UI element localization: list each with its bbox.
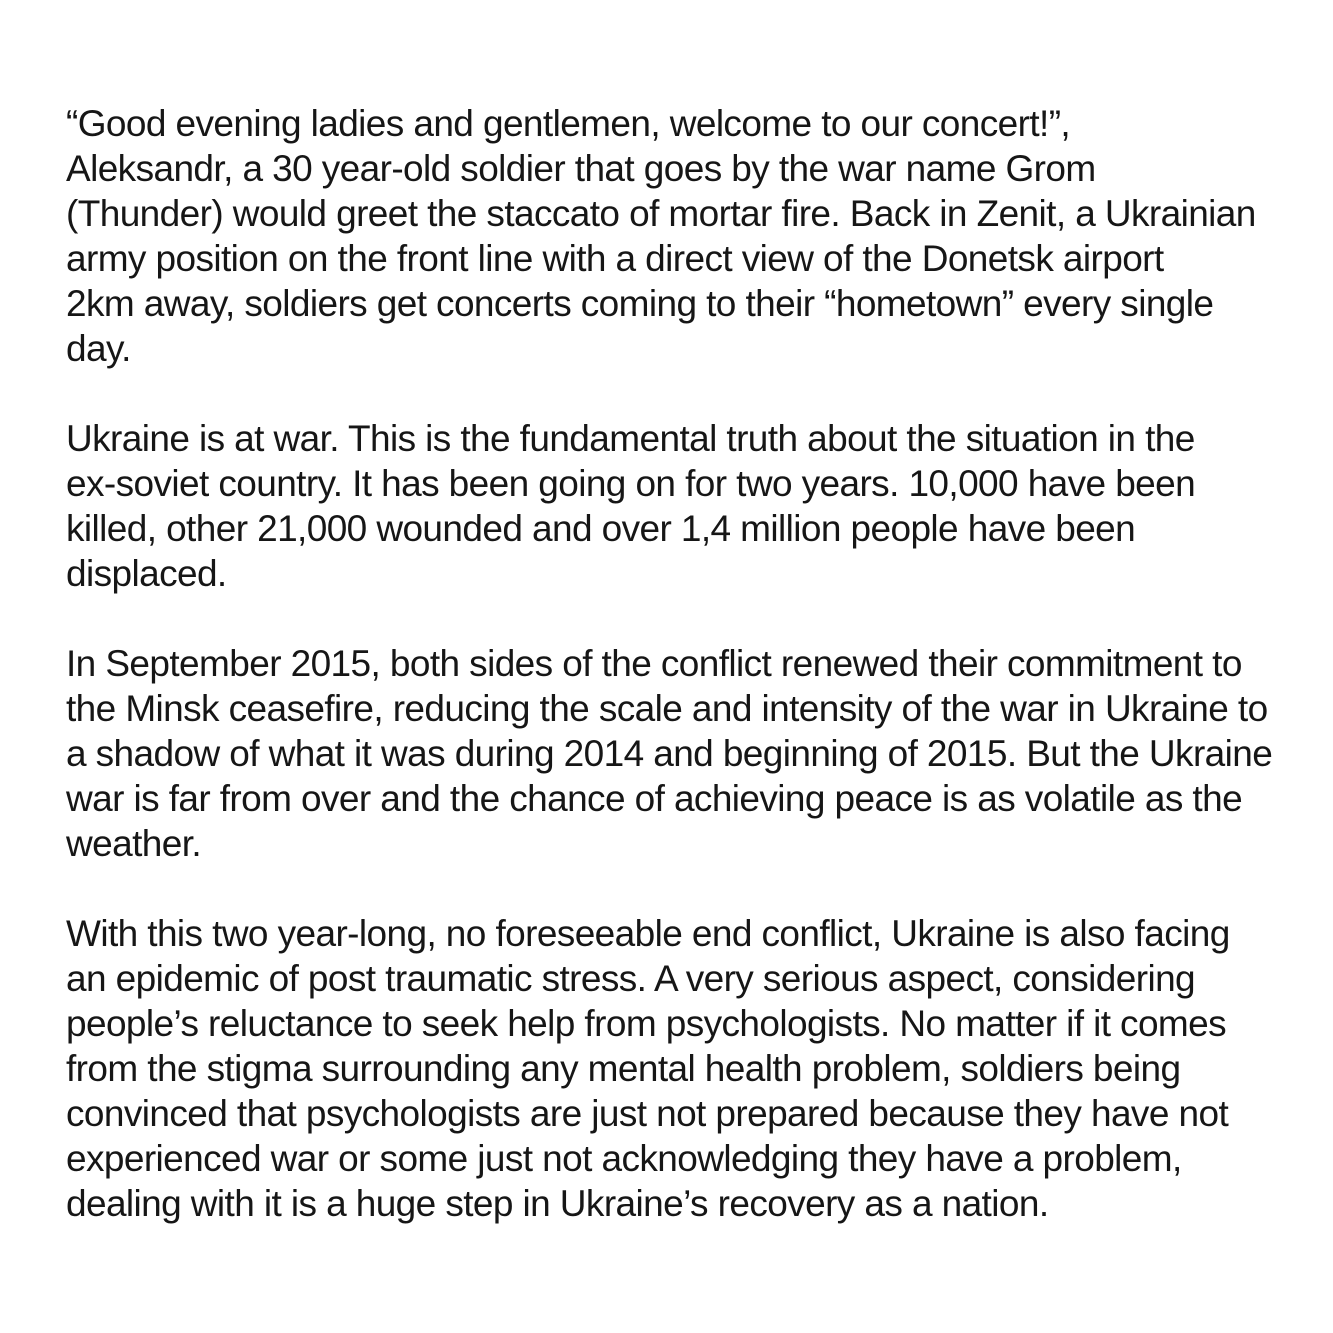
text-line: “Good evening ladies and gentlemen, welcome to our concert!”,: [66, 103, 1071, 144]
text-line: 2km away, soldiers get concerts coming to their “hometown” every single: [66, 283, 1214, 324]
text-line: ex-soviet country. It has been going on for two years. 10,000 have been: [66, 463, 1196, 504]
text-line: In September 2015, both sides of the conflict renewed their commitment to: [66, 643, 1242, 684]
paragraph: [66, 101, 1272, 371]
text-line: army position on the front line with a direct view of the Donetsk airport: [66, 238, 1164, 279]
text-line: (Thunder) would greet the staccato of mortar fire. Back in Zenit, a Ukrainian: [66, 193, 1256, 234]
text-line: from the stigma surrounding any mental health problem, soldiers being: [66, 1048, 1181, 1089]
text-line: day.: [66, 328, 131, 369]
text-line: Ukraine is at war. This is the fundamental truth about the situation in the: [66, 418, 1195, 459]
text-line: an epidemic of post traumatic stress. A very serious aspect, considering: [66, 958, 1196, 999]
text-line: Aleksandr, a 30 year-old soldier that goes by the war name Grom: [66, 148, 1096, 189]
text-line: people’s reluctance to seek help from psychologists. No matter if it comes: [66, 1003, 1227, 1044]
paragraph: [66, 641, 1272, 866]
text-line: a shadow of what it was during 2014 and beginning of 2015. But the Ukraine: [66, 733, 1273, 774]
text-line: war is far from over and the chance of achieving peace is as volatile as the: [66, 778, 1243, 819]
text-line: With this two year-long, no foreseeable end conflict, Ukraine is also facing: [66, 913, 1230, 954]
text-line: weather.: [66, 823, 202, 864]
article-body: [66, 101, 1272, 1271]
text-line: experienced war or some just not acknowledging they have a problem,: [66, 1138, 1182, 1179]
paragraph: [66, 416, 1272, 596]
text-line: the Minsk ceasefire, reducing the scale and intensity of the war in Ukraine to: [66, 688, 1268, 729]
paragraph: [66, 911, 1272, 1226]
text-line: killed, other 21,000 wounded and over 1,4 million people have been: [66, 508, 1136, 549]
text-line: displaced.: [66, 553, 227, 594]
text-line: convinced that psychologists are just not prepared because they have not: [66, 1093, 1229, 1134]
text-line: dealing with it is a huge step in Ukraine’s recovery as a nation.: [66, 1183, 1049, 1224]
